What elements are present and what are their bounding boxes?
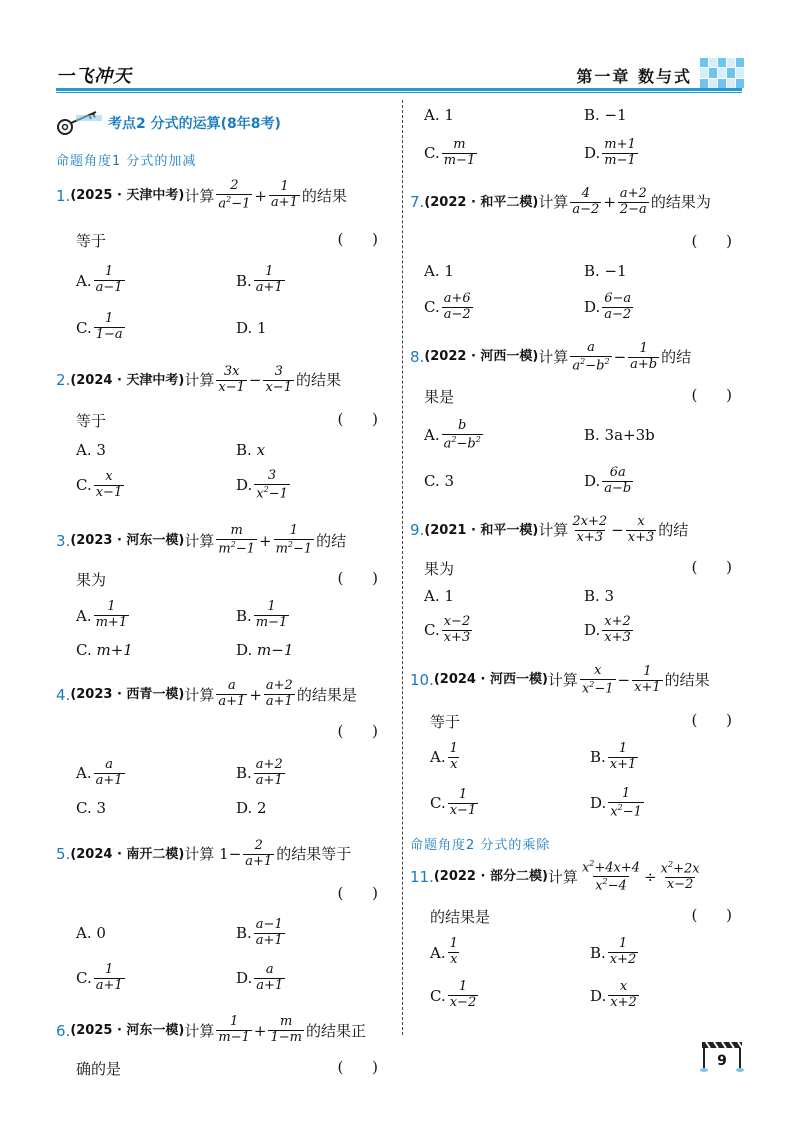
header-rule [56, 88, 742, 91]
answer-blank[interactable]: ( ) [691, 710, 744, 729]
option-c[interactable]: C. $\frac{x-2}{x+3}$ [424, 613, 471, 645]
answer-blank[interactable]: ( ) [337, 883, 390, 902]
option-b[interactable]: B. 3a+3b [584, 426, 655, 445]
option-a[interactable]: A. $\frac{1}{a-1}$ [76, 264, 123, 296]
column-divider [402, 100, 403, 1035]
question-6: 6. (2025 · 河东一模) 计算 $\frac{1}{m-1}$ + $\frac{m}{1-m}$ 的结果正 确的是 ( ) [56, 1014, 390, 1079]
option-a[interactable]: A. $\frac{1}{x}$ [430, 740, 458, 772]
option-c[interactable]: C. 3 [424, 472, 455, 491]
question-2: 2. (2024 · 天津中考) 计算 $\frac{3x}{x-1}$ − $\frac{3}{x-1}$ 的结果 等于 ( ) A. 3 B. x C. $\frac{x}{x-1}$ D. $\frac{3}{x^2-1}$ [56, 365, 396, 502]
option-a[interactable]: A. $\frac{b}{a^2-b^2}$ [424, 417, 481, 452]
section-title: 考点2 分式的运算(8年8考) [108, 116, 281, 132]
question-6-options [410, 106, 750, 169]
question-7: 7. (2022 · 和平二模) 计算 $\frac{4}{a-2}$ + $\frac{a+2}{2-a}$ 的结果为 ( ) A. 1 B. −1 C. $\frac{a+6}{a-2}$ D. $\frac{6-a}{a-2}$ [410, 187, 750, 323]
chapter-title: 第一章 数与式 [576, 67, 692, 86]
option-b[interactable]: B. −1 [584, 106, 627, 124]
option-d[interactable]: D. $\frac{x}{x+2}$ [590, 979, 637, 1011]
option-d[interactable]: D. 1 [236, 318, 267, 337]
option-b[interactable]: B. $\frac{1}{x+1}$ [590, 740, 637, 772]
option-c[interactable]: C. $\frac{1}{x-1}$ [430, 786, 477, 818]
answer-blank[interactable]: ( ) [337, 721, 390, 740]
answer-blank[interactable]: ( ) [337, 409, 390, 428]
question-number: 1. [56, 186, 71, 205]
option-d[interactable]: D. $\frac{1}{x^2-1}$ [590, 785, 642, 819]
answer-blank[interactable]: ( ) [691, 906, 744, 925]
option-b[interactable]: B. −1 [584, 261, 627, 280]
checker-decoration-icon [700, 58, 744, 88]
option-b[interactable]: B. x [236, 440, 266, 459]
question-source: (2025 · 天津中考) [70, 187, 185, 203]
option-d[interactable]: D. $\frac{x+2}{x+3}$ [584, 613, 631, 645]
left-column [56, 100, 396, 1079]
math-fraction: $\frac{1}{a+1}$ [271, 179, 298, 211]
option-d[interactable]: D. $\frac{a}{a+1}$ [236, 961, 284, 993]
option-a[interactable]: A. 3 [76, 440, 106, 459]
answer-blank[interactable]: ( ) [691, 231, 744, 250]
option-d[interactable]: D. $\frac{6a}{a-b}$ [584, 465, 632, 496]
brand-logo: 一飞冲天 [56, 66, 132, 87]
option-b[interactable]: B. $\frac{a-1}{a+1}$ [236, 916, 283, 948]
option-c[interactable]: C. $\frac{1}{1-a}$ [76, 311, 123, 343]
option-c[interactable]: C. $\frac{1}{a+1}$ [76, 961, 123, 993]
option-a[interactable]: A. 0 [76, 924, 106, 943]
option-c[interactable]: C. $\frac{x}{x-1}$ [76, 468, 123, 500]
angle-heading-2: 命题角度2 分式的乘除 [410, 837, 551, 853]
answer-blank[interactable]: ( ) [337, 230, 390, 249]
answer-blank[interactable]: ( ) [337, 1058, 390, 1077]
question-8: 8. (2022 · 河西一模) 计算 $\frac{a}{a^2-b^2}$ − $\frac{1}{a+b}$ 的结 果是 ( ) A. $\frac{b}{a^2-b^2}$ B. 3a+3b C. 3 D. $\frac{6a}{a-b}$ [410, 341, 750, 497]
option-d[interactable]: D. 2 [236, 798, 267, 817]
question-5: 5. (2024 · 南开二模) 计算 1− $\frac{2}{a+1}$ 的结果等于 ( ) A. 0 B. $\frac{a-1}{a+1}$ C. $\frac{1}{a+1}$ D. $\frac{a}{a+1}$ [56, 839, 396, 994]
question-11: 11. (2022 · 部分二模) 计算 $\frac{x^2+4x+4}{x^2-4}$ ÷ $\frac{x^2+2x}{x-2}$ 的结果是 ( ) A. $\frac{1}{x}$ B. $\frac{1}{x+2}$ C. $\frac{1}{x-2}$ D. $\frac{x}{x+2}$ [410, 859, 750, 1011]
option-b[interactable]: B. $\frac{1}{a+1}$ [236, 264, 283, 296]
answer-blank[interactable]: ( ) [691, 557, 744, 576]
answer-blank[interactable]: ( ) [691, 385, 744, 404]
option-c[interactable]: C. 3 [76, 798, 107, 817]
math-fraction: $\frac{2}{a^2-1}$ [218, 178, 251, 212]
page-header [0, 0, 800, 100]
page-number-badge [700, 1038, 744, 1074]
key-icon [56, 109, 104, 137]
question-4: 4. (2023 · 西青一模) 计算 $\frac{a}{a+1}$ + $\frac{a+2}{a+1}$ 的结果是 ( ) A. $\frac{a}{a+1}$ B. $\frac{a+2}{a+1}$ C. 3 D. 2 [56, 679, 396, 817]
right-column [410, 100, 750, 1011]
option-b[interactable]: B. $\frac{1}{m-1}$ [236, 599, 288, 631]
option-a[interactable]: A. 1 [424, 261, 454, 280]
angle-heading-1: 命题角度1 分式的加减 [56, 154, 197, 169]
page-number: 9 [717, 1053, 727, 1069]
question-10: 10. (2024 · 河西一模) 计算 $\frac{x}{x^2-1}$ − $\frac{1}{x+1}$ 的结果 等于 ( ) A. $\frac{1}{x}$ B. $\frac{1}{x+1}$ C. $\frac{1}{x-1}$ D. $\frac{1}{x^2-1}$ [410, 664, 750, 820]
option-d[interactable]: D. $\frac{6-a}{a-2}$ [584, 290, 632, 322]
option-d[interactable]: D. $\frac{3}{x^2-1}$ [236, 467, 288, 502]
option-a[interactable]: A. 1 [424, 586, 454, 605]
section-heading [56, 102, 396, 144]
option-b[interactable]: B. $\frac{a+2}{a+1}$ [236, 756, 283, 788]
option-a[interactable]: A. $\frac{a}{a+1}$ [76, 756, 123, 788]
option-a[interactable]: A. 1 [424, 106, 454, 124]
header-rule-thin [56, 92, 742, 93]
question-1: 1. (2025 · 天津中考) 计算 $\frac{2}{a^2-1}$ + $\frac{1}{a+1}$ 的结果 等于 ( ) A. $\frac{1}{a-1}$ B. $\frac{1}{a+1}$ C. $\frac{1}{1-a}$ D. 1 [56, 179, 396, 343]
option-c[interactable]: C. $\frac{1}{x-2}$ [430, 979, 477, 1011]
option-b[interactable]: B. $\frac{1}{x+2}$ [590, 936, 637, 968]
option-c[interactable]: C. m+1 [76, 641, 133, 660]
option-b[interactable]: B. 3 [584, 586, 615, 605]
option-d[interactable]: D. m−1 [236, 641, 294, 660]
option-a[interactable]: A. $\frac{1}{x}$ [430, 936, 458, 968]
option-d[interactable]: D. $\frac{m+1}{m-1}$ [584, 137, 636, 168]
option-c[interactable]: C. $\frac{m}{m-1}$ [424, 137, 476, 168]
question-3: 3. (2023 · 河东一模) 计算 $\frac{m}{m^2-1}$ + $\frac{1}{m^2-1}$ 的结 果为 ( ) A. $\frac{1}{m+1}$ B. $\frac{1}{m-1}$ C. m+1 D. m−1 [56, 524, 396, 659]
answer-blank[interactable]: ( ) [337, 569, 390, 588]
option-a[interactable]: A. $\frac{1}{m+1}$ [76, 599, 128, 631]
question-9: 9. (2021 · 和平一模) 计算 $\frac{2x+2}{x+3}$ − $\frac{x}{x+3}$ 的结 果为 ( ) A. 1 B. 3 C. $\frac{x-2}{x+3}$ D. $\frac{x+2}{x+3}$ [410, 515, 750, 646]
option-c[interactable]: C. $\frac{a+6}{a-2}$ [424, 290, 471, 322]
